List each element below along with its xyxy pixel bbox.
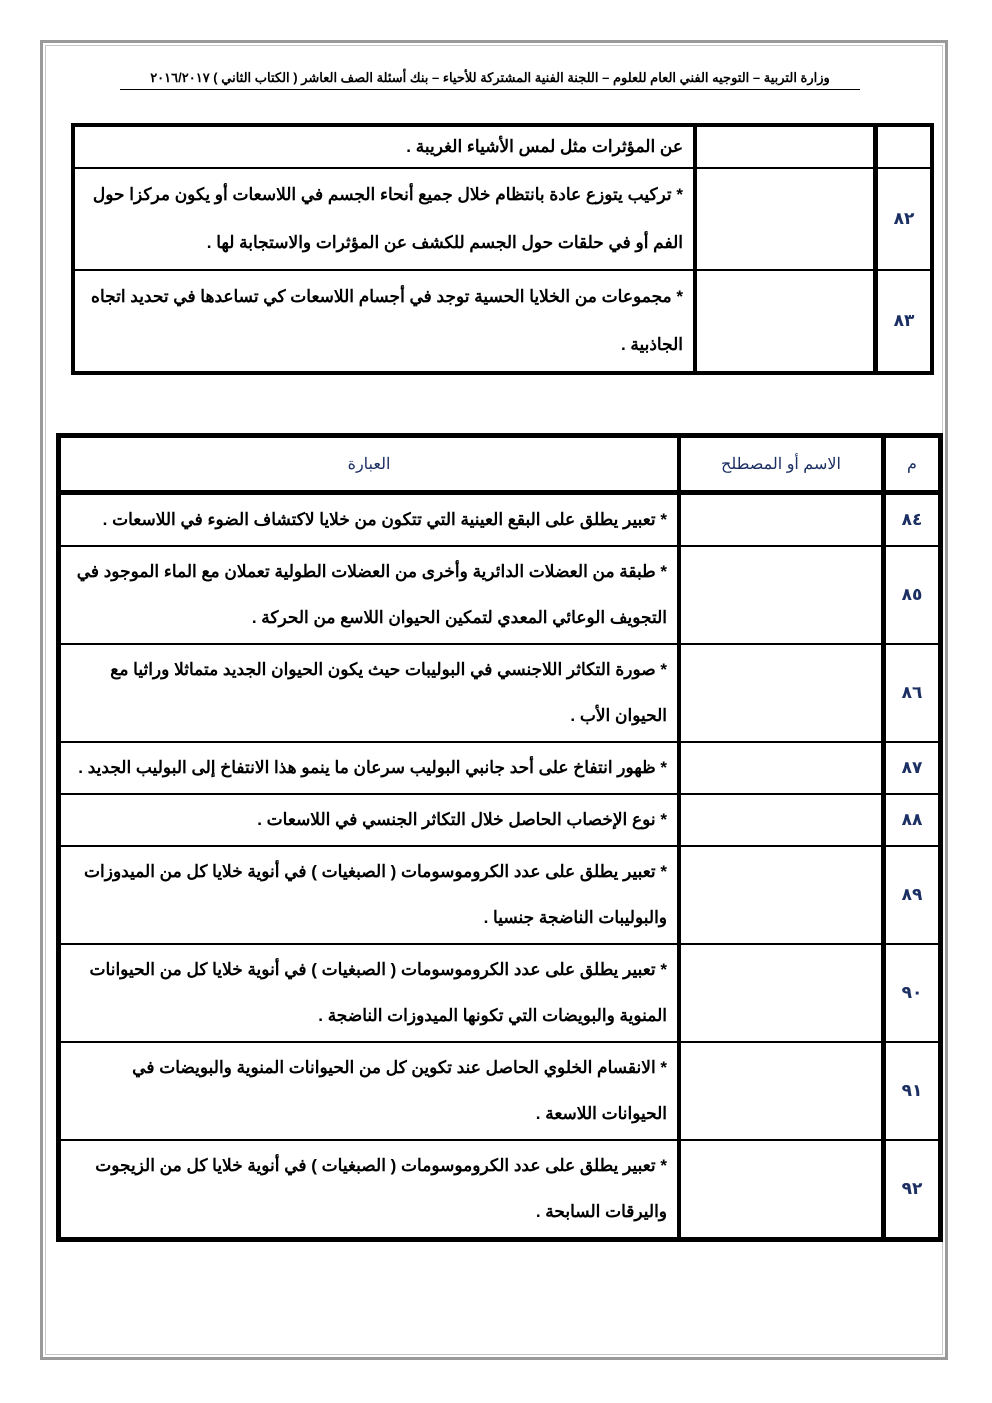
statement-text: * الانقسام الخلوي الحاصل عند تكوين كل من الحيوانات المنوية والبويضات في الحيوانات اللاسعة . <box>59 1042 680 1140</box>
statement-text: * صورة التكاثر اللاجنسي في البوليبات حيث يكون الحيوان الجديد متماثلا وراثيا مع الحيوان الأب . <box>59 644 680 742</box>
terms-table <box>56 433 943 1242</box>
row-number: ٨٧ <box>884 742 941 794</box>
answer-cell[interactable] <box>679 944 884 1042</box>
statement-text: * تعبير يطلق على عدد الكروموسومات ( الصبغيات ) في أنوية خلايا كل من الزيجوت واليرقات السابحة . <box>59 1140 680 1240</box>
statement-text: * نوع الإخصاب الحاصل خلال التكاثر الجنسي في اللاسعات . <box>59 794 680 846</box>
statement-text: * طبقة من العضلات الدائرية وأخرى من العضلات الطولية تعملان مع الماء الموجود في التجويف الوعائي المعدي لتمكين الحيوان اللاسع من الحركة . <box>59 546 680 644</box>
row-number: ٨٦ <box>884 644 941 742</box>
answer-cell[interactable] <box>679 1042 884 1140</box>
statement-text: * تعبير يطلق على البقع العينية التي تتكون من خلايا لاكتشاف الضوء في اللاسعات . <box>59 493 680 547</box>
table-row <box>59 742 941 794</box>
answer-cell[interactable] <box>695 270 876 373</box>
header-statement: العبارة <box>59 436 680 493</box>
row-number: ٨٥ <box>884 546 941 644</box>
table-header-row <box>59 436 941 493</box>
answer-cell[interactable] <box>679 493 884 547</box>
table-row <box>59 493 941 547</box>
row-number: ٩١ <box>884 1042 941 1140</box>
answer-cell[interactable] <box>679 742 884 794</box>
row-number: ٨٩ <box>884 846 941 944</box>
header-term: الاسم أو المصطلح <box>679 436 884 493</box>
row-number: ٩٢ <box>884 1140 941 1240</box>
statement-text: * تعبير يطلق على عدد الكروموسومات ( الصبغيات ) في أنوية خلايا كل من الحيوانات المنوية والبويضات التي تكونها الميدوزات الناضجة . <box>59 944 680 1042</box>
table-row <box>59 644 941 742</box>
answer-cell[interactable] <box>695 168 876 270</box>
table-row <box>59 1140 941 1240</box>
table-row <box>59 944 941 1042</box>
table-row <box>59 1042 941 1140</box>
table-continuation <box>71 123 934 375</box>
table-row <box>59 794 941 846</box>
answer-cell[interactable] <box>679 644 884 742</box>
header-number: م <box>884 436 941 493</box>
page-header: وزارة التربية – التوجيه الفني العام للعلوم – اللجنة الفنية المشتركة للأحياء – بنك أسئلة الصف العاشر ( الكتاب الثاني ) ٢٠١٦/٢٠١٧ <box>120 70 860 90</box>
table-row <box>73 270 932 373</box>
statement-text: * تعبير يطلق على عدد الكروموسومات ( الصبغيات ) في أنوية خلايا كل من الميدوزات والبوليبات الناضجة جنسيا . <box>59 846 680 944</box>
answer-cell[interactable] <box>679 794 884 846</box>
statement-text: * ظهور انتفاخ على أحد جانبي البوليب سرعان ما ينمو هذا الانتفاخ إلى البوليب الجديد . <box>59 742 680 794</box>
answer-cell[interactable] <box>679 546 884 644</box>
row-number <box>876 125 933 168</box>
table-row <box>59 546 941 644</box>
row-number: ٨٨ <box>884 794 941 846</box>
table-row <box>73 125 932 168</box>
table-row <box>59 846 941 944</box>
statement-text: عن المؤثرات مثل لمس الأشياء الغريبة . <box>73 125 695 168</box>
answer-cell[interactable] <box>679 846 884 944</box>
answer-cell[interactable] <box>695 125 876 168</box>
statement-text: * مجموعات من الخلايا الحسية توجد في أجسام اللاسعات كي تساعدها في تحديد اتجاه الجاذبية . <box>73 270 695 373</box>
answer-cell[interactable] <box>679 1140 884 1240</box>
table-row <box>73 168 932 270</box>
row-number: ٨٢ <box>876 168 933 270</box>
row-number: ٨٤ <box>884 493 941 547</box>
statement-text: * تركيب يتوزع عادة بانتظام خلال جميع أنحاء الجسم في اللاسعات أو يكون مركزا حول الفم أو في حلقات حول الجسم للكشف عن المؤثرات والاستجابة لها . <box>73 168 695 270</box>
row-number: ٨٣ <box>876 270 933 373</box>
row-number: ٩٠ <box>884 944 941 1042</box>
